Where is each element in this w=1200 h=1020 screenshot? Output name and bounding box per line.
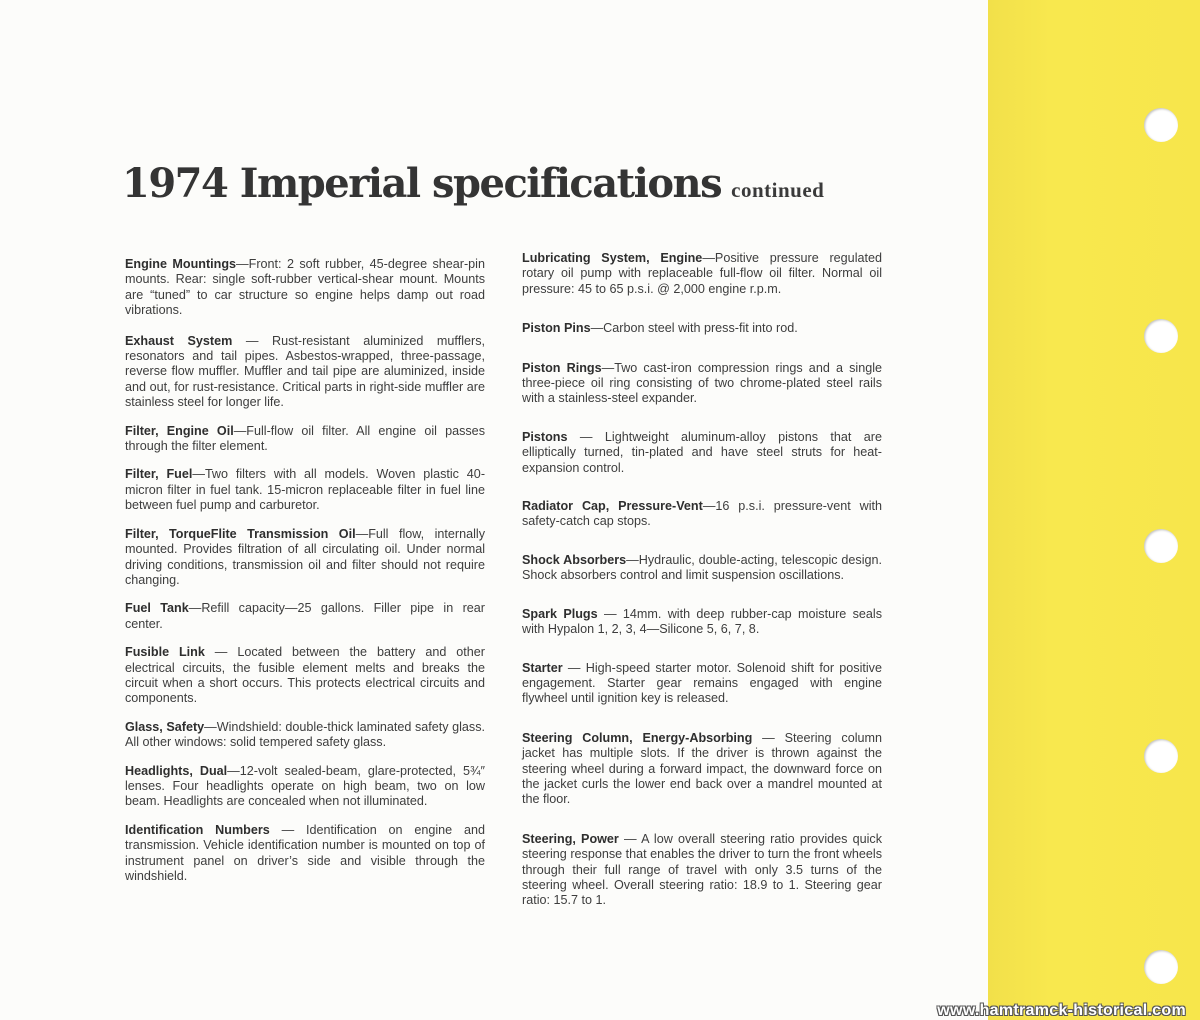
spec-entry bbox=[522, 321, 882, 336]
spec-description: Hydraulic, double-acting, telescopic design. Shock absorbers control and limit suspension oscillations. bbox=[522, 552, 882, 583]
spec-entry bbox=[522, 661, 882, 707]
spec-entry bbox=[522, 553, 882, 584]
site-watermark: www.hamtramck-historical.com bbox=[937, 1002, 1186, 1019]
spec-entry bbox=[125, 764, 485, 810]
yellow-tab-strip bbox=[988, 0, 1200, 1020]
spec-entry bbox=[522, 607, 882, 638]
spec-description: Positive pressure regulated rotary oil pump with replaceable full-flow oil filter. Normal oil pressure: 45 to 65 p.s.i. @ 2,000 engine r.p.m. bbox=[522, 251, 882, 296]
spec-description: 16 p.s.i. pressure-vent with safety-catch cap stops. bbox=[522, 499, 882, 529]
spec-separator: — bbox=[597, 606, 623, 621]
spec-separator: — bbox=[618, 831, 642, 846]
spec-term: Lubricating System, Engine bbox=[522, 251, 703, 265]
spec-term: Filter, Engine Oil bbox=[125, 423, 234, 438]
spec-separator: — bbox=[567, 429, 605, 444]
spec-term: Filter, TorqueFlite Transmission Oil bbox=[125, 526, 356, 541]
spec-term: Steering, Power bbox=[522, 831, 619, 846]
spec-entry bbox=[522, 361, 882, 407]
spec-separator: — bbox=[204, 645, 238, 660]
spec-term: Piston Pins bbox=[522, 321, 591, 336]
spec-description: Front: 2 soft rubber, 45-degree shear-pin mounts. Rear: single soft-rubber vertical-shear mount. Mounts are “tuned” to car structure so engine helps damp out road vibrations. bbox=[125, 257, 485, 318]
spec-separator: — bbox=[601, 360, 615, 375]
title-suffix: continued bbox=[731, 178, 825, 202]
spec-description: Two filters with all models. Woven plastic 40-micron filter in fuel tank. 15-micron replaceable filter in fuel line between fuel pump and carburetor. bbox=[125, 467, 486, 513]
spec-entry bbox=[125, 823, 485, 885]
spec-term: Piston Rings bbox=[522, 360, 602, 375]
spec-description: A low overall steering ratio provides quick steering response that enables the driver to turn the front wheels through their full range of travel with only 3.5 turns of the steering wheel. Overall steering ratio: 18.9 to 1. Steering gear ratio: 15.7 to 1. bbox=[522, 831, 882, 908]
spec-column-left bbox=[125, 257, 485, 884]
spec-separator: — bbox=[269, 822, 306, 837]
spec-description: Windshield: double-thick laminated safety glass. All other windows: solid tempered safety glass. bbox=[125, 719, 486, 750]
spec-description: Steering column jacket has multiple slots. If the driver is thrown against the steering wheel during a forward impact, the downward force on the jacket curls the lower end back over a mandrel mounted at the floor. bbox=[522, 730, 883, 807]
binder-hole bbox=[1144, 319, 1178, 353]
spec-term: Headlights, Dual bbox=[125, 763, 228, 778]
spec-entry bbox=[522, 499, 882, 530]
spec-entry bbox=[125, 334, 485, 411]
spec-separator: — bbox=[562, 660, 586, 675]
spec-description: Full flow, internally mounted. Provides filtration of all circulating oil. Under normal driving conditions, transmission oil and filter should not require changing. bbox=[125, 526, 486, 587]
spec-separator: — bbox=[590, 321, 604, 336]
spec-term: Identification Numbers bbox=[125, 822, 270, 837]
spec-separator: — bbox=[227, 763, 240, 778]
spec-description: 12-volt sealed-beam, glare-protected, 5¾″ lenses. Four headlights operate on high beam, two on low beam. Headlights are concealed when not illuminated. bbox=[125, 763, 485, 809]
spec-term: Pistons bbox=[522, 429, 568, 444]
page-title bbox=[122, 160, 824, 207]
spec-separator: — bbox=[204, 719, 217, 734]
binder-hole bbox=[1144, 950, 1178, 984]
spec-term: Engine Mountings bbox=[125, 257, 237, 271]
spec-separator: — bbox=[752, 730, 785, 745]
spec-description: High-speed starter motor. Solenoid shift for positive engagement. Starter gear remains engaged with engine flywheel until ignition key is released. bbox=[522, 660, 882, 706]
spec-separator: — bbox=[702, 499, 716, 514]
spec-term: Fuel Tank bbox=[125, 601, 189, 616]
spec-separator: — bbox=[626, 552, 639, 567]
spec-separator: — bbox=[232, 333, 272, 348]
spec-entry bbox=[522, 731, 882, 808]
binder-hole bbox=[1144, 739, 1178, 773]
spec-term: Exhaust System bbox=[125, 333, 233, 348]
spec-entry bbox=[125, 257, 485, 319]
spec-description: Refill capacity—25 gallons. Filler pipe in rear center. bbox=[125, 601, 485, 631]
spec-separator: — bbox=[188, 601, 202, 616]
spec-term: Spark Plugs bbox=[522, 606, 598, 621]
spec-entry bbox=[125, 424, 485, 455]
spec-entry bbox=[125, 720, 485, 751]
spec-description: Two cast-iron compression rings and a single three-piece oil ring consisting of two chrome-plated steel rails with a stainless-steel expander. bbox=[522, 360, 882, 406]
spec-entry bbox=[125, 645, 485, 707]
spec-entry bbox=[125, 467, 485, 513]
spec-separator: — bbox=[702, 251, 715, 265]
spec-column-right bbox=[522, 251, 882, 909]
title-main: 1974 Imperial specifications bbox=[122, 160, 722, 207]
spec-term: Fusible Link bbox=[125, 645, 205, 660]
spec-term: Glass, Safety bbox=[125, 719, 205, 734]
spec-description: 14mm. with deep rubber-cap moisture seals with Hypalon 1, 2, 3, 4—Silicone 5, 6, 7, 8. bbox=[522, 606, 882, 637]
spec-term: Shock Absorbers bbox=[522, 552, 627, 567]
spec-separator: — bbox=[233, 423, 247, 438]
spec-separator: — bbox=[192, 467, 205, 482]
spec-entry bbox=[125, 527, 485, 589]
spec-description: Lightweight aluminum-alloy pistons that are elliptically turned, tin-plated and have steel struts for heat-expansion control. bbox=[522, 429, 882, 475]
spec-description: Located between the battery and other electrical circuits, the fusible element melts and breaks the circuit when a short occurs. This protects electrical circuits and components. bbox=[125, 645, 486, 706]
spec-entry bbox=[522, 832, 882, 909]
spec-entry bbox=[125, 601, 485, 632]
spec-term: Filter, Fuel bbox=[125, 467, 193, 482]
spec-description: Carbon steel with press-fit into rod. bbox=[603, 321, 798, 336]
spec-term: Starter bbox=[522, 660, 563, 675]
spec-term: Radiator Cap, Pressure-Vent bbox=[522, 499, 703, 514]
spec-separator: — bbox=[355, 526, 369, 541]
spec-description: Rust-resistant aluminized mufflers, resonators and tail pipes. Asbestos-wrapped, three-passage, reverse flow muffler. Muffler and tail pipe are aluminized, inside and out, for rust-resistance. Critical parts in right-side muffler are stainless steel for longer life. bbox=[125, 333, 485, 410]
spec-entry bbox=[522, 430, 882, 476]
binder-hole bbox=[1144, 108, 1178, 142]
spec-term: Steering Column, Energy-Absorbing bbox=[522, 730, 753, 745]
spec-entry bbox=[522, 251, 882, 297]
spec-description: Full-flow oil filter. All engine oil passes through the filter element. bbox=[125, 423, 485, 454]
binder-hole bbox=[1144, 529, 1178, 563]
spec-description: Identification on engine and transmission. Vehicle identification number is mounted on top of instrument panel on driver’s side and visible through the windshield. bbox=[125, 822, 485, 883]
spec-separator: — bbox=[236, 257, 249, 271]
